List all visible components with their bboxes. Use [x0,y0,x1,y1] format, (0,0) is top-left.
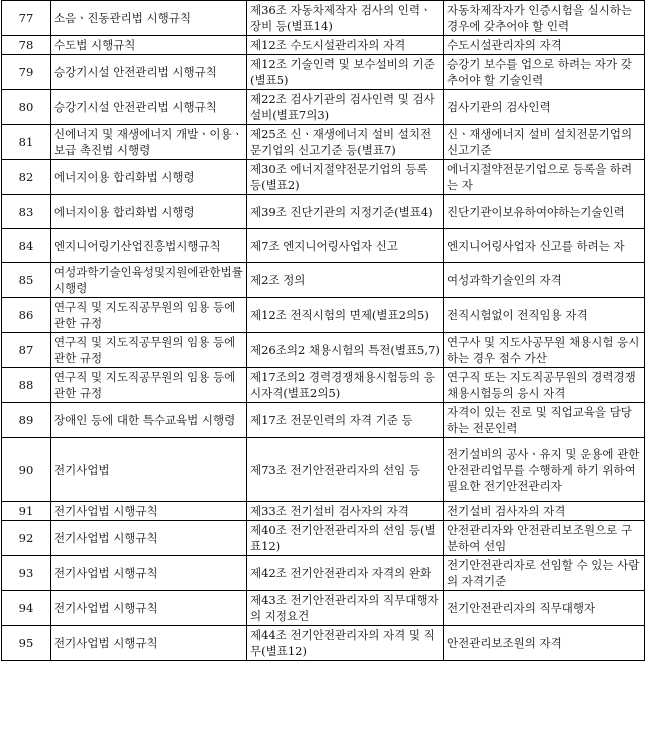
subject-cell: 전직시험없이 전직임용 자격 [444,298,645,333]
law-name-cell: 엔지니어링기산업진흥법시행규칙 [51,229,247,263]
subject-cell: 여성과학기술인의 자격 [444,263,645,298]
article-cell: 제7조 엔지니어링사업자 신고 [247,229,444,263]
table-row [2,90,645,125]
article-cell: 제12조 수도시설관리자의 자격 [247,36,444,55]
table-body [2,1,645,661]
law-name-cell: 여성과학기술인육성및지원에관한법률시행령 [51,263,247,298]
table-row [2,556,645,591]
article-cell: 제2조 정의 [247,263,444,298]
article-cell: 제12조 기술인력 및 보수설비의 기준(별표5) [247,55,444,90]
row-number-cell: 93 [2,556,51,591]
subject-cell: 진단기관이보유하여야하는기술인력 [444,195,645,229]
article-cell: 제73조 전기안전관리자의 선임 등 [247,438,444,502]
row-number-cell: 92 [2,521,51,556]
table-row [2,368,645,403]
subject-cell: 수도시설관리자의 자격 [444,36,645,55]
row-number-cell: 94 [2,591,51,626]
law-name-cell: 연구직 및 지도직공무원의 임용 등에 관한 규정 [51,333,247,368]
law-name-cell: 신에너지 및 재생에너지 개발ㆍ이용ㆍ보급 촉진법 시행령 [51,125,247,160]
article-cell: 제43조 전기안전관리자의 직무대행자의 지정요건 [247,591,444,626]
article-cell: 제30조 에너지절약전문기업의 등록 등(별표2) [247,160,444,195]
row-number-cell: 95 [2,626,51,661]
table-row [2,1,645,36]
row-number-cell: 79 [2,55,51,90]
table-row [2,521,645,556]
table-row [2,333,645,368]
law-name-cell: 에너지이용 합리화법 시행령 [51,160,247,195]
subject-cell: 전기설비 검사자의 자격 [444,502,645,521]
row-number-cell: 86 [2,298,51,333]
article-cell: 제33조 전기설비 검사자의 자격 [247,502,444,521]
row-number-cell: 91 [2,502,51,521]
subject-cell: 자동차제작자가 인증시험을 실시하는 경우에 갖추어야 할 인력 [444,1,645,36]
law-name-cell: 연구직 및 지도직공무원의 임용 등에 관한 규정 [51,298,247,333]
law-name-cell: 연구직 및 지도직공무원의 임용 등에 관한 규정 [51,368,247,403]
subject-cell: 전기안전관리자로 선임할 수 있는 사람의 자격기준 [444,556,645,591]
article-cell: 제22조 검사기관의 검사인력 및 검사설비(별표7의3) [247,90,444,125]
law-name-cell: 에너지이용 합리화법 시행령 [51,195,247,229]
row-number-cell: 80 [2,90,51,125]
table-row [2,36,645,55]
table-row [2,438,645,502]
subject-cell: 자격이 있는 진로 및 직업교육을 담당하는 전문인력 [444,403,645,438]
article-cell: 제26조의2 채용시험의 특전(별표5,7) [247,333,444,368]
law-name-cell: 승강기시설 안전관리법 시행규칙 [51,55,247,90]
row-number-cell: 90 [2,438,51,502]
law-name-cell: 장애인 등에 대한 특수교육법 시행령 [51,403,247,438]
row-number-cell: 83 [2,195,51,229]
law-name-cell: 전기사업법 시행규칙 [51,626,247,661]
article-cell: 제25조 신ㆍ재생에너지 설비 설치전문기업의 신고기준 등(별표7) [247,125,444,160]
row-number-cell: 81 [2,125,51,160]
subject-cell: 검사기관의 검사인력 [444,90,645,125]
article-cell: 제44조 전기안전관리자의 자격 및 직무(별표12) [247,626,444,661]
subject-cell: 전기안전관리자의 직무대행자 [444,591,645,626]
table-row [2,591,645,626]
row-number-cell: 78 [2,36,51,55]
row-number-cell: 82 [2,160,51,195]
law-name-cell: 전기사업법 시행규칙 [51,556,247,591]
subject-cell: 연구사 및 지도사공무원 채용시험 응시하는 경우 점수 가산 [444,333,645,368]
table-row [2,403,645,438]
article-cell: 제17조 전문인력의 자격 기준 등 [247,403,444,438]
row-number-cell: 87 [2,333,51,368]
table-row [2,195,645,229]
table-row [2,502,645,521]
subject-cell: 전기설비의 공사ㆍ유지 및 운용에 관한 안전관리업무를 수행하게 하기 위하여 필요한 전기안전관리자 [444,438,645,502]
subject-cell: 안전관리보조원의 자격 [444,626,645,661]
law-name-cell: 전기사업법 시행규칙 [51,521,247,556]
law-name-cell: 수도법 시행규칙 [51,36,247,55]
table-row [2,160,645,195]
table-row [2,626,645,661]
article-cell: 제39조 진단기관의 지정기준(별표4) [247,195,444,229]
table-row [2,125,645,160]
law-name-cell: 전기사업법 시행규칙 [51,502,247,521]
row-number-cell: 84 [2,229,51,263]
row-number-cell: 77 [2,1,51,36]
row-number-cell: 85 [2,263,51,298]
table-row [2,229,645,263]
subject-cell: 승강기 보수를 업으로 하려는 자가 갖추어야 할 기술인력 [444,55,645,90]
subject-cell: 안전관리자와 안전관리보조원으로 구분하여 선임 [444,521,645,556]
law-name-cell: 소음ㆍ진동관리법 시행규칙 [51,1,247,36]
law-name-cell: 승강기시설 안전관리법 시행규칙 [51,90,247,125]
row-number-cell: 88 [2,368,51,403]
article-cell: 제42조 전기안전관리자 자격의 완화 [247,556,444,591]
subject-cell: 에너지절약전문기업으로 등록을 하려는 자 [444,160,645,195]
article-cell: 제40조 전기안전관리자의 선임 등(별표12) [247,521,444,556]
article-cell: 제12조 전직시험의 면제(별표2의5) [247,298,444,333]
table-row [2,263,645,298]
subject-cell: 신ㆍ재생에너지 설비 설치전문기업의 신고기준 [444,125,645,160]
law-name-cell: 전기사업법 시행규칙 [51,591,247,626]
table-row [2,55,645,90]
law-name-cell: 전기사업법 [51,438,247,502]
row-number-cell: 89 [2,403,51,438]
law-table [1,0,645,661]
table-row [2,298,645,333]
subject-cell: 연구직 또는 지도직공무원의 경력경쟁채용시험등의 응시 자격 [444,368,645,403]
article-cell: 제17조의2 경력경쟁채용시험등의 응시자격(별표2의5) [247,368,444,403]
article-cell: 제36조 자동차제작자 검사의 인력ㆍ장비 등(별표14) [247,1,444,36]
subject-cell: 엔지니어링사업자 신고를 하려는 자 [444,229,645,263]
